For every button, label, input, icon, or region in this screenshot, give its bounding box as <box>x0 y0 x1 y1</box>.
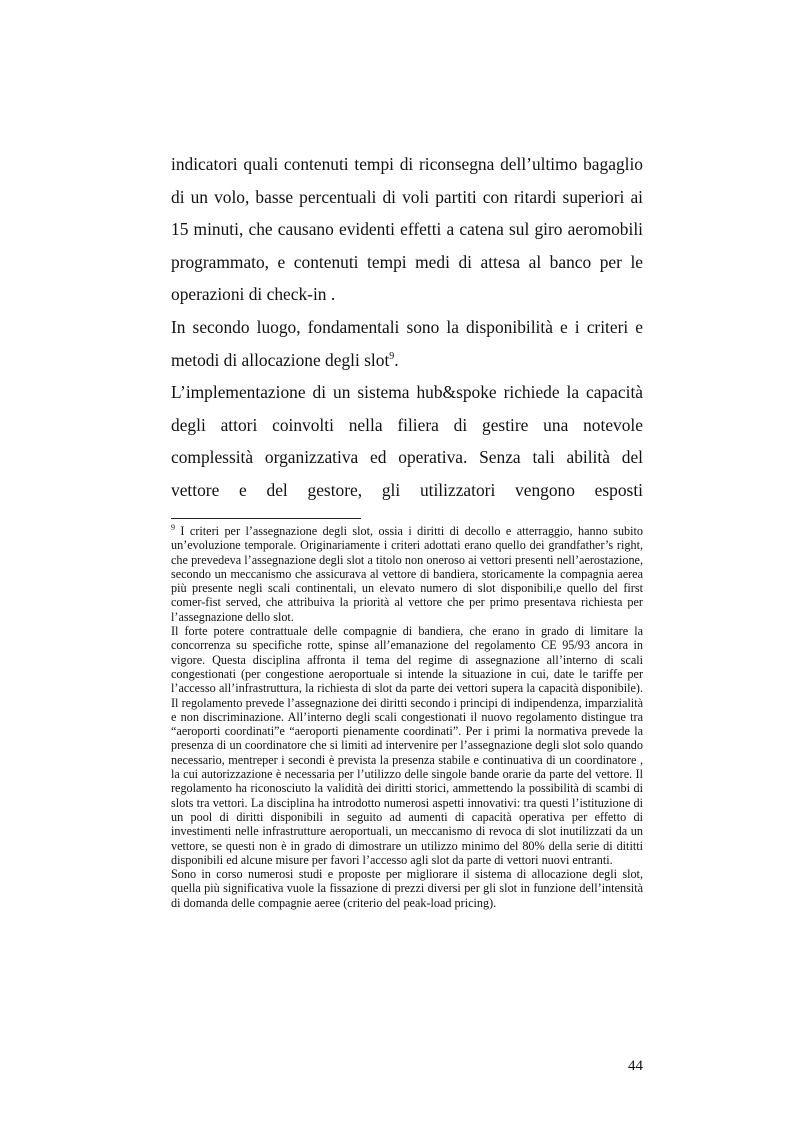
footnote-paragraph-1-text: I criteri per l’assegnazione degli slot, ossia i diritti di decollo e atterraggio, hanno subito un’evoluzione temporale. Originariamente i criteri adottati erano quello dei grandfather’s right, che prevedeva l’assegnazione degli slot a titolo non oneroso ai vettori presenti nell’aerostazione, secondo un meccanismo che assicurava al vettore di bandiera, storicamente la compagnia aerea più presente negli scali continentali, un elevato numero di slot disponibili,e quello del first comer-fist served, che attribuiva la priorità al vettore che per primo presentava richiesta per l’assegnazione dello slot. <box>171 524 643 624</box>
footnote-marker: 9 <box>171 522 175 532</box>
body-paragraph-2-end: . <box>394 349 399 370</box>
body-paragraph-2-text: In secondo luogo, fondamentali sono la disponibilità e i criteri e metodi di allocazione degli slot <box>171 316 643 370</box>
body-paragraph-2 <box>171 311 643 376</box>
body-paragraph-3: L’implementazione di un sistema hub&spoke richiede la capacità degli attori coinvolti nella filiera di gestire una notevole complessità organizzativa ed operativa. Senza tali abilità del vettore e del gestore, gli utilizzatori vengono esposti <box>171 382 643 500</box>
footnote-reference[interactable]: 9 <box>389 350 395 362</box>
footnote-paragraph-2: Il forte potere contrattuale delle compagnie di bandiera, che erano in grado di limitare la concorrenza su specifiche rotte, spinse all’emanazione del regolamento CE 95/93 ancora in vigore. Questa disciplina affronta il tema del regime di assegnazione all’interno di scali congestionati (per congestione aeroportuale si intende la situazione in cui, date le tariffe per l’accesso all’infrastruttura, la richiesta di slot da parte dei vettori supera la capacità disponibile). Il regolamento prevede l’assegnazione dei diritti secondo i principi di indipendenza, imparzialità e non discriminazione. All’interno degli scali congestionati il nuovo regolamento distingue tra “aeroporti coordinati”e “aeroporti pienamente coordinati”. Per i primi la normativa prevede la presenza di un coordinatore che si limiti ad intervenire per l’assegnazione degli slot solo quando necessario, mentreper i secondi è prevista la presenza stabile e continuativa di un coordinatore , la cui autorizzazione è necessaria per l’utilizzo delle singole bande orarie da parte del vettore. Il regolamento ha riconosciuto la validità dei diritti storici, ammettendo la possibilità di scambi di slots tra vettori. La disciplina ha introdotto numerosi aspetti innovativi: tra questi l’istituzione di un pool di diritti disponibili in seguito ad aumenti di capacità operativa per effetto di investimenti nelle infrastrutture aeroportuali, un meccanismo di revoca di slot inutilizzati da un vettore, se questi non è in grado di dimostrare un utilizzo minimo del 80% della serie di dititti disponibili ed alcune misure per favori l’accesso agli slot da parte di vettori nuovi entranti. <box>171 624 643 867</box>
body-text <box>171 148 643 507</box>
footnote-paragraph-3: Sono in corso numerosi studi e proposte per migliorare il sistema di allocazione degli slot, quella più significativa vuole la fissazione di prezzi diversi per gli slot in funzione dell’intensità di domanda delle compagnie aeree (criterio del peak-load pricing). <box>171 867 643 910</box>
footnote-paragraph-1 <box>171 524 643 624</box>
page-number: 44 <box>628 1058 643 1074</box>
footnote-separator <box>171 518 361 519</box>
footnote-block <box>171 524 643 910</box>
body-paragraph-1: indicatori quali contenuti tempi di riconsegna dell’ultimo bagaglio di un volo, basse percentuali di voli partiti con ritardi superiori ai 15 minuti, che causano evidenti effetti a catena sul giro aeromobili programmato, e contenuti tempi medi di attesa al banco per le operazioni di check-in . <box>171 154 643 305</box>
